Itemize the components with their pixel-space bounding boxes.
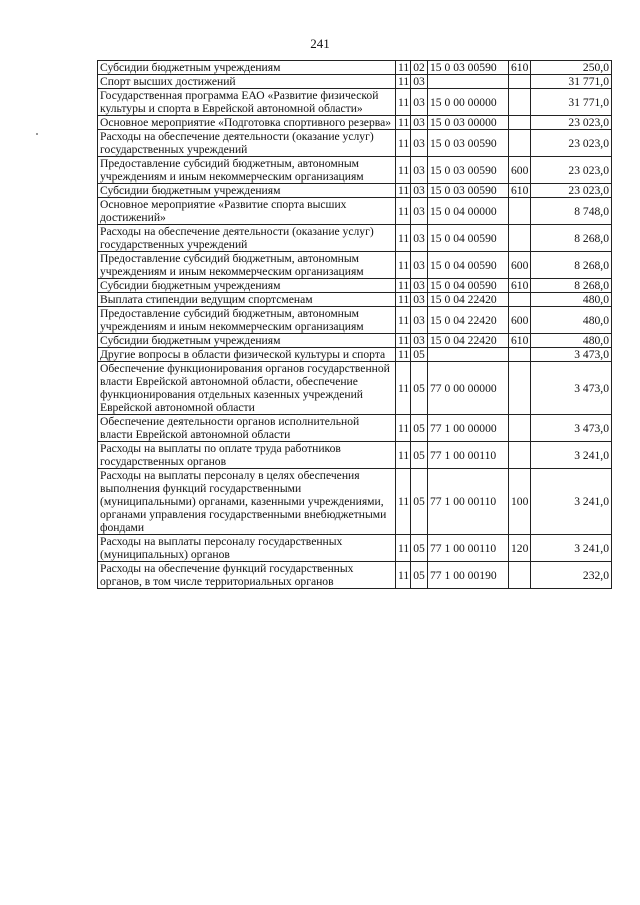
amount-cell: 8 748,0 [531, 198, 612, 225]
expense-type-cell [509, 362, 531, 415]
subsection-code-cell: 03 [411, 75, 428, 89]
expense-name-cell: Основное мероприятие «Подготовка спортивного резерва» [98, 116, 396, 130]
expense-type-cell [509, 89, 531, 116]
expense-name-cell: Расходы на обеспечение функций государственных органов, в том числе территориальных органов [98, 562, 396, 589]
scan-speck [36, 133, 38, 135]
subsection-code-cell: 03 [411, 184, 428, 198]
section-code-cell: 11 [396, 198, 411, 225]
section-code-cell: 11 [396, 75, 411, 89]
expense-name-cell: Выплата стипендии ведущим спортсменам [98, 293, 396, 307]
section-code-cell: 11 [396, 252, 411, 279]
section-code-cell: 11 [396, 225, 411, 252]
expense-name-cell: Расходы на обеспечение деятельности (оказание услуг) государственных учреждений [98, 225, 396, 252]
subsection-code-cell: 03 [411, 252, 428, 279]
subsection-code-cell: 03 [411, 89, 428, 116]
section-code-cell: 11 [396, 279, 411, 293]
amount-cell: 3 473,0 [531, 362, 612, 415]
table-row [98, 184, 612, 198]
section-code-cell: 11 [396, 61, 411, 75]
subsection-code-cell: 05 [411, 442, 428, 469]
expense-type-cell [509, 415, 531, 442]
section-code-cell: 11 [396, 89, 411, 116]
expense-name-cell: Расходы на выплаты по оплате труда работников государственных органов [98, 442, 396, 469]
amount-cell: 23 023,0 [531, 130, 612, 157]
table-row [98, 225, 612, 252]
target-article-cell: 15 0 04 22420 [428, 334, 509, 348]
amount-cell: 250,0 [531, 61, 612, 75]
subsection-code-cell: 03 [411, 293, 428, 307]
expense-name-cell: Предоставление субсидий бюджетным, автономным учреждениям и иным некоммерческим организациям [98, 252, 396, 279]
table-row [98, 116, 612, 130]
table-row [98, 334, 612, 348]
section-code-cell: 11 [396, 307, 411, 334]
target-article-cell: 15 0 04 00590 [428, 279, 509, 293]
table-row [98, 252, 612, 279]
expense-name-cell: Основное мероприятие «Развитие спорта высших достижений» [98, 198, 396, 225]
expense-name-cell: Другие вопросы в области физической культуры и спорта [98, 348, 396, 362]
expense-name-cell: Предоставление субсидий бюджетным, автономным учреждениям и иным некоммерческим организациям [98, 307, 396, 334]
target-article-cell [428, 348, 509, 362]
amount-cell: 31 771,0 [531, 75, 612, 89]
table-row [98, 307, 612, 334]
budget-table [97, 60, 612, 589]
target-article-cell: 15 0 03 00000 [428, 116, 509, 130]
section-code-cell: 11 [396, 334, 411, 348]
expense-type-cell: 600 [509, 252, 531, 279]
expense-type-cell [509, 130, 531, 157]
target-article-cell [428, 75, 509, 89]
expense-type-cell [509, 442, 531, 469]
target-article-cell: 15 0 04 22420 [428, 293, 509, 307]
expense-type-cell [509, 116, 531, 130]
amount-cell: 3 473,0 [531, 415, 612, 442]
expense-name-cell: Обеспечение функционирования органов государственной власти Еврейской автономной области, обеспечение функционирования отдельных казенных учреждений Еврейской автономной области [98, 362, 396, 415]
section-code-cell: 11 [396, 362, 411, 415]
table-row [98, 89, 612, 116]
amount-cell: 3 241,0 [531, 535, 612, 562]
amount-cell: 3 473,0 [531, 348, 612, 362]
section-code-cell: 11 [396, 442, 411, 469]
target-article-cell: 15 0 04 00590 [428, 225, 509, 252]
expense-name-cell: Субсидии бюджетным учреждениям [98, 334, 396, 348]
expense-type-cell [509, 293, 531, 307]
subsection-code-cell: 03 [411, 116, 428, 130]
page-number: 241 [310, 36, 330, 51]
table-row [98, 61, 612, 75]
table-row [98, 130, 612, 157]
table-row [98, 535, 612, 562]
subsection-code-cell: 03 [411, 198, 428, 225]
table-row [98, 362, 612, 415]
target-article-cell: 77 1 00 00000 [428, 415, 509, 442]
expense-name-cell: Обеспечение деятельности органов исполнительной власти Еврейской автономной области [98, 415, 396, 442]
table-row [98, 293, 612, 307]
expense-name-cell: Расходы на обеспечение деятельности (оказание услуг) государственных учреждений [98, 130, 396, 157]
section-code-cell: 11 [396, 184, 411, 198]
subsection-code-cell: 03 [411, 225, 428, 252]
budget-table-body [98, 61, 612, 589]
amount-cell: 3 241,0 [531, 442, 612, 469]
table-row [98, 562, 612, 589]
amount-cell: 232,0 [531, 562, 612, 589]
subsection-code-cell: 03 [411, 334, 428, 348]
expense-name-cell: Государственная программа ЕАО «Развитие физической культуры и спорта в Еврейской автономной области» [98, 89, 396, 116]
expense-name-cell: Расходы на выплаты персоналу государственных (муниципальных) органов [98, 535, 396, 562]
expense-type-cell: 600 [509, 307, 531, 334]
target-article-cell: 15 0 03 00590 [428, 184, 509, 198]
amount-cell: 480,0 [531, 293, 612, 307]
amount-cell: 8 268,0 [531, 279, 612, 293]
subsection-code-cell: 05 [411, 535, 428, 562]
target-article-cell: 77 1 00 00190 [428, 562, 509, 589]
subsection-code-cell: 03 [411, 307, 428, 334]
expense-type-cell: 610 [509, 334, 531, 348]
table-row [98, 442, 612, 469]
expense-type-cell [509, 562, 531, 589]
amount-cell: 31 771,0 [531, 89, 612, 116]
amount-cell: 23 023,0 [531, 157, 612, 184]
expense-type-cell [509, 198, 531, 225]
target-article-cell: 77 1 00 00110 [428, 442, 509, 469]
target-article-cell: 15 0 04 22420 [428, 307, 509, 334]
expense-type-cell: 120 [509, 535, 531, 562]
amount-cell: 3 241,0 [531, 469, 612, 535]
section-code-cell: 11 [396, 535, 411, 562]
target-article-cell: 77 1 00 00110 [428, 535, 509, 562]
expense-name-cell: Расходы на выплаты персоналу в целях обеспечения выполнения функций государственными (муниципальными) органами, казенными учреждениями, органами управления государственными внебюджетными фондами [98, 469, 396, 535]
expense-name-cell: Субсидии бюджетным учреждениям [98, 279, 396, 293]
subsection-code-cell: 03 [411, 130, 428, 157]
expense-name-cell: Спорт высших достижений [98, 75, 396, 89]
expense-type-cell [509, 75, 531, 89]
amount-cell: 8 268,0 [531, 252, 612, 279]
subsection-code-cell: 03 [411, 157, 428, 184]
expense-type-cell: 600 [509, 157, 531, 184]
table-row [98, 469, 612, 535]
expense-type-cell: 610 [509, 184, 531, 198]
target-article-cell: 77 1 00 00110 [428, 469, 509, 535]
subsection-code-cell: 05 [411, 562, 428, 589]
target-article-cell: 15 0 00 00000 [428, 89, 509, 116]
section-code-cell: 11 [396, 116, 411, 130]
table-row [98, 279, 612, 293]
table-row [98, 157, 612, 184]
target-article-cell: 15 0 04 00000 [428, 198, 509, 225]
subsection-code-cell: 02 [411, 61, 428, 75]
section-code-cell: 11 [396, 157, 411, 184]
table-row [98, 415, 612, 442]
expense-type-cell: 610 [509, 61, 531, 75]
target-article-cell: 15 0 03 00590 [428, 61, 509, 75]
amount-cell: 480,0 [531, 307, 612, 334]
table-row [98, 198, 612, 225]
table-row [98, 348, 612, 362]
amount-cell: 23 023,0 [531, 184, 612, 198]
section-code-cell: 11 [396, 469, 411, 535]
expense-type-cell: 610 [509, 279, 531, 293]
target-article-cell: 15 0 03 00590 [428, 130, 509, 157]
expense-type-cell [509, 225, 531, 252]
section-code-cell: 11 [396, 348, 411, 362]
target-article-cell: 15 0 04 00590 [428, 252, 509, 279]
expense-name-cell: Предоставление субсидий бюджетным, автономным учреждениям и иным некоммерческим организациям [98, 157, 396, 184]
amount-cell: 8 268,0 [531, 225, 612, 252]
subsection-code-cell: 05 [411, 362, 428, 415]
table-row [98, 75, 612, 89]
subsection-code-cell: 05 [411, 415, 428, 442]
expense-type-cell [509, 348, 531, 362]
section-code-cell: 11 [396, 293, 411, 307]
amount-cell: 23 023,0 [531, 116, 612, 130]
subsection-code-cell: 03 [411, 279, 428, 293]
section-code-cell: 11 [396, 130, 411, 157]
subsection-code-cell: 05 [411, 469, 428, 535]
target-article-cell: 15 0 03 00590 [428, 157, 509, 184]
expense-name-cell: Субсидии бюджетным учреждениям [98, 61, 396, 75]
expense-type-cell: 100 [509, 469, 531, 535]
section-code-cell: 11 [396, 415, 411, 442]
amount-cell: 480,0 [531, 334, 612, 348]
target-article-cell: 77 0 00 00000 [428, 362, 509, 415]
section-code-cell: 11 [396, 562, 411, 589]
expense-name-cell: Субсидии бюджетным учреждениям [98, 184, 396, 198]
subsection-code-cell: 05 [411, 348, 428, 362]
